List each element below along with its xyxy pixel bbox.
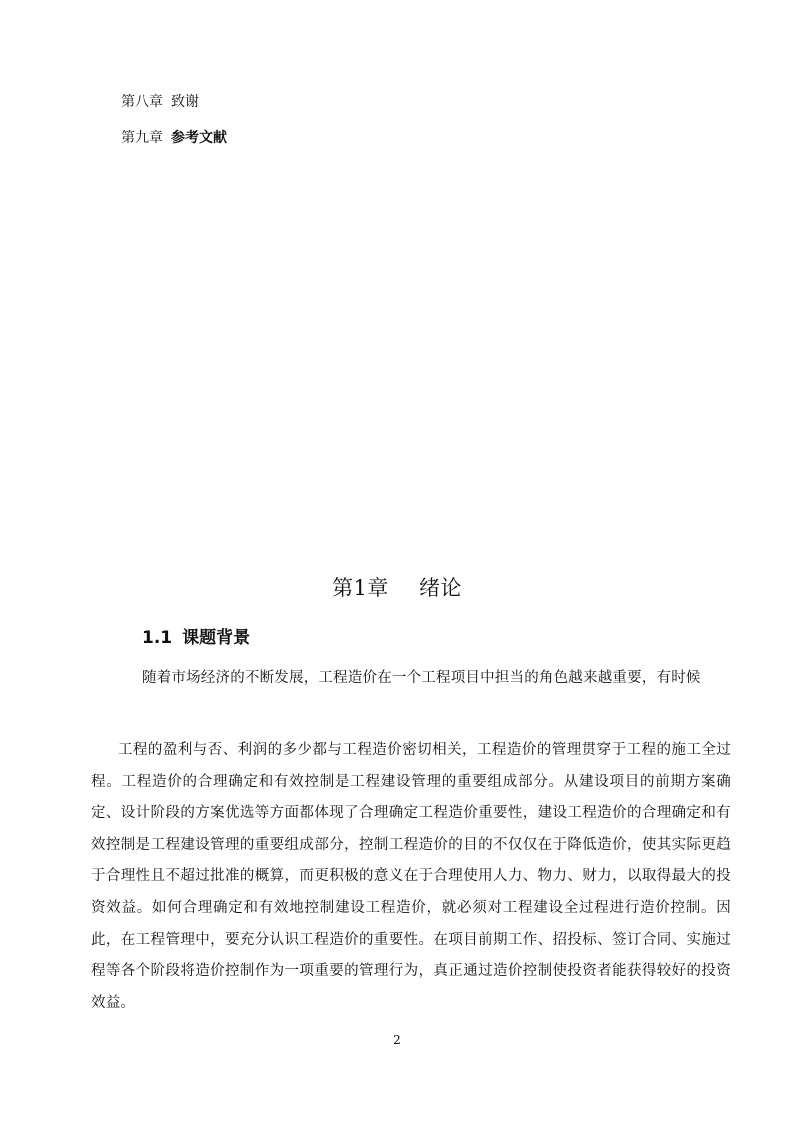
- toc-item-number: 第八章: [121, 94, 163, 110]
- toc-item-title: 致谢: [171, 94, 199, 110]
- body-paragraph: 工程的盈利与否、利润的多少都与工程造价密切相关，工程造价的管理贯穿于工程的施工全过程。工程造价的合理确定和有效控制是工程建设管理的重要组成部分。从建设项目的前期方案确定、设计阶段的方案优选等方面都体现了合理确定工程造价重要性，建设工程造价的合理确定和有效控制是工程建设管理的重要组成部分，控制工程造价的目的不仅仅在于降低造价，使其实际更趋于合理性且不超过批准的概算，而更积极的意义在于合理使用人力、物力、财力，以取得最大的投资效益。如何合理确定和有效地控制建设工程造价，就必须对工程建设全过程进行造价控制。因此，在工程管理中，要充分认识工程造价的重要性。在项目前期工作、招投标、签订合同、实施过程等各个阶段将造价控制作为一项重要的管理行为，真正通过造价控制使投资者能获得较好的投资效益。: [91, 742, 731, 1011]
- section-heading: [142, 626, 250, 650]
- section-title-text: 课题背景: [182, 628, 251, 648]
- chapter-number: 第1章: [332, 576, 389, 600]
- toc-item-title: 参考文献: [171, 130, 227, 146]
- section-number: 1.1: [142, 628, 173, 648]
- chapter-heading: [0, 572, 794, 604]
- toc-item-acknowledgements: [121, 92, 199, 112]
- toc-item-references: [121, 128, 227, 148]
- body-paragraph: 随着市场经济的不断发展，工程造价在一个工程项目中担当的角色越来越重要，有时候: [142, 670, 701, 686]
- page-number: 2: [393, 1033, 401, 1047]
- toc-item-number: 第九章: [121, 130, 163, 146]
- chapter-title-text: 绪论: [418, 576, 462, 600]
